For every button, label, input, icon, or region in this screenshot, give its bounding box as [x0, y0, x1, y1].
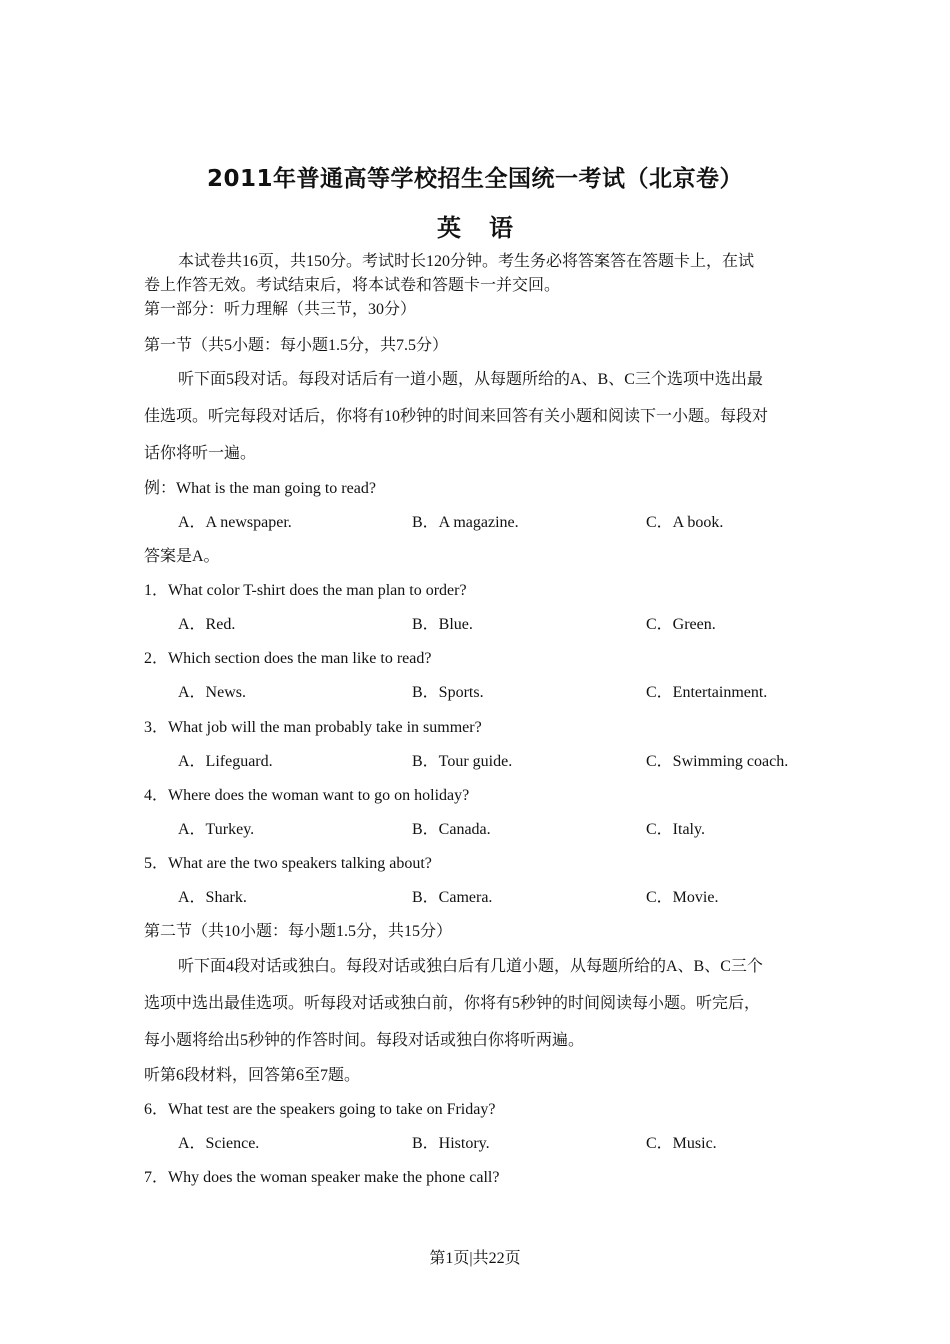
section1-instruction-2: 佳选项。听完每段对话后，你将有10秒钟的时间来回答有关小题和阅读下一小题。每段对 — [144, 408, 769, 425]
question-1: 1．What color T-shirt does the man plan to order? — [144, 582, 467, 599]
section1-heading: 第一节（共5小题：每小题1.5分，共7.5分） — [144, 337, 449, 354]
question-4-option-a: A．Turkey. — [178, 821, 255, 838]
section2-instruction-3: 每小题将给出5秒钟的作答时间。每段对话或独白你将听两遍。 — [144, 1032, 585, 1049]
question-5: 5．What are the two speakers talking about? — [144, 855, 432, 872]
part1-heading: 第一部分：听力理解（共三节，30分） — [144, 301, 417, 318]
question-3-option-b: B．Tour guide. — [412, 753, 513, 770]
example-option-a: A．A newspaper. — [178, 514, 292, 531]
question-3-option-a: A．Lifeguard. — [178, 753, 273, 770]
question-5-option-b: B．Camera. — [412, 889, 493, 906]
example-option-c: C．A book. — [646, 514, 724, 531]
intro-line-1: 本试卷共16页，共150分。考试时长120分钟。考生务必将答案答在答题卡上，在试 — [178, 253, 755, 270]
question-4-option-c: C．Italy. — [646, 821, 705, 838]
question-6-option-a: A．Science. — [178, 1135, 260, 1152]
section2-heading: 第二节（共10小题：每小题1.5分，共15分） — [144, 923, 453, 940]
question-6: 6．What test are the speakers going to take on Friday? — [144, 1101, 496, 1118]
subject-heading: 英语 — [437, 214, 541, 242]
question-3: 3．What job will the man probably take in summer? — [144, 719, 482, 736]
question-1-option-c: C．Green. — [646, 616, 716, 633]
section1-instruction-3: 话你将听一遍。 — [144, 445, 257, 462]
example-answer: 答案是A。 — [144, 548, 220, 565]
example-question: 例：What is the man going to read? — [144, 480, 376, 497]
question-6-option-c: C．Music. — [646, 1135, 717, 1152]
question-4-option-b: B．Canada. — [412, 821, 491, 838]
page-number: 第1页|共22页 — [429, 1250, 521, 1267]
question-2-option-a: A．News. — [178, 684, 246, 701]
question-6-option-b: B．History. — [412, 1135, 490, 1152]
question-2-option-c: C．Entertainment. — [646, 684, 768, 701]
page-title: 2011年普通高等学校招生全国统一考试（北京卷） — [206, 166, 743, 192]
question-1-option-a: A．Red. — [178, 616, 236, 633]
question-4: 4．Where does the woman want to go on holiday? — [144, 787, 470, 804]
section2-instruction-1: 听下面4段对话或独白。每段对话或独白后有几道小题，从每题所给的A、B、C三个 — [178, 958, 763, 975]
question-5-option-a: A．Shark. — [178, 889, 247, 906]
example-option-b: B．A magazine. — [412, 514, 519, 531]
question-5-option-c: C．Movie. — [646, 889, 719, 906]
question-2-option-b: B．Sports. — [412, 684, 484, 701]
intro-line-2: 卷上作答无效。考试结束后，将本试卷和答题卡一并交回。 — [144, 277, 561, 294]
question-3-option-c: C．Swimming coach. — [646, 753, 789, 770]
question-1-option-b: B．Blue. — [412, 616, 473, 633]
question-2: 2．Which section does the man like to read? — [144, 650, 432, 667]
section2-instruction-2: 选项中选出最佳选项。听每段对话或独白前，你将有5秒钟的时间阅读每小题。听完后， — [144, 995, 761, 1012]
question-7: 7．Why does the woman speaker make the phone call? — [144, 1169, 500, 1186]
material-6-note: 听第6段材料，回答第6至7题。 — [144, 1067, 361, 1084]
section1-instruction-1: 听下面5段对话。每段对话后有一道小题，从每题所给的A、B、C三个选项中选出最 — [178, 371, 763, 388]
